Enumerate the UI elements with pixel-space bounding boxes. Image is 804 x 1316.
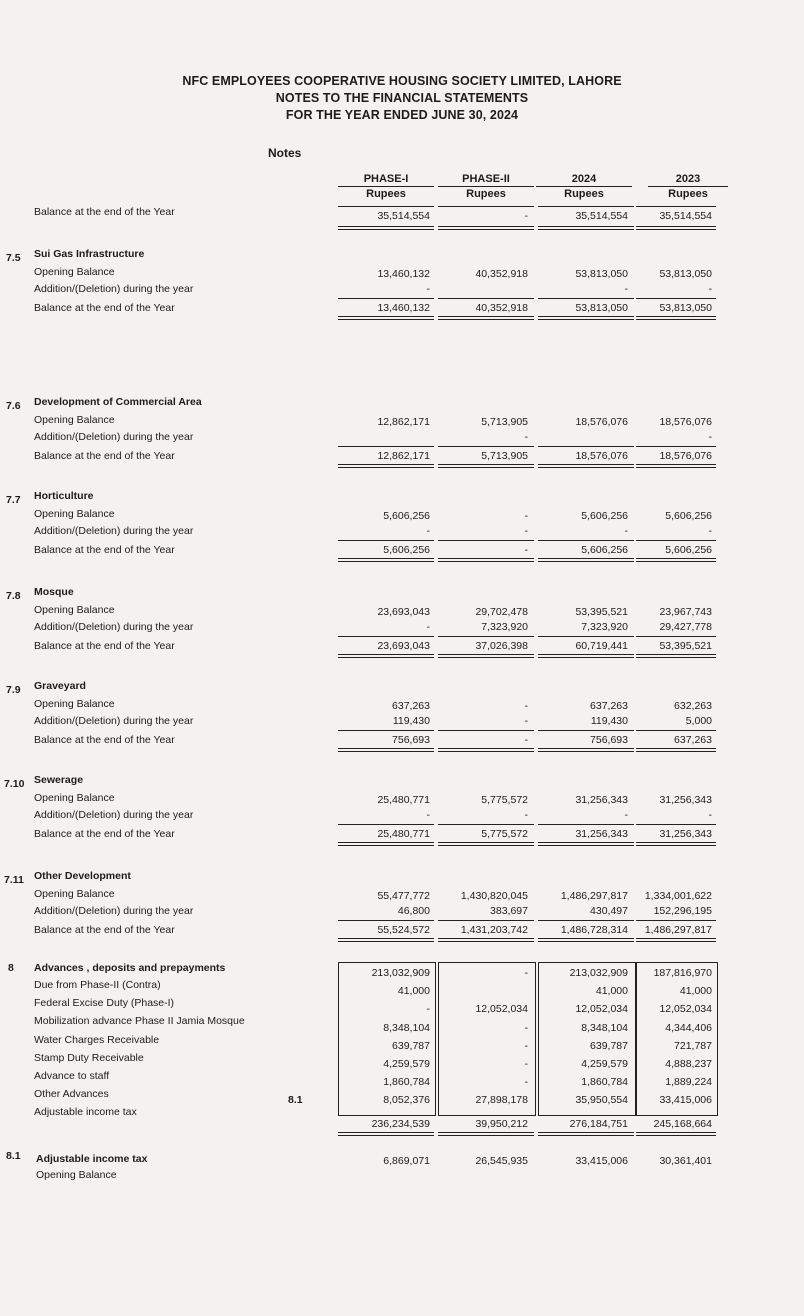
column-unit: Rupees: [668, 188, 708, 200]
double-rule: [438, 748, 534, 752]
row-value: 632,263: [674, 700, 712, 712]
row-label: Balance at the end of the Year: [34, 302, 175, 314]
column-header-1: [338, 172, 434, 201]
row-value: -: [524, 1076, 528, 1089]
total-value: 245,168,664: [653, 1118, 712, 1130]
note-reference: 8.1: [288, 1094, 303, 1107]
single-rule: [438, 206, 534, 207]
row-value: -: [708, 283, 712, 295]
column-header-2: [438, 172, 534, 201]
row-value: 41,000: [397, 985, 430, 998]
row-value: 1,334,001,622: [644, 890, 712, 902]
single-rule: [538, 824, 634, 825]
single-rule: [438, 446, 534, 447]
row-value: 1,486,297,817: [560, 890, 628, 902]
row-value: 12,862,171: [377, 450, 430, 462]
double-rule: [438, 1132, 534, 1136]
row-value: 152,296,195: [653, 905, 712, 917]
single-rule: [636, 298, 716, 299]
single-rule: [538, 730, 634, 731]
row-value: 8,052,376: [383, 1094, 430, 1107]
single-rule: [636, 730, 716, 731]
row-label: Opening Balance: [34, 888, 115, 900]
row-value: 31,256,343: [575, 794, 628, 806]
row-value: 31,256,343: [659, 794, 712, 806]
row-label: Balance at the end of the Year: [34, 640, 175, 652]
period-heading: FOR THE YEAR ENDED JUNE 30, 2024: [285, 108, 519, 122]
double-rule: [636, 316, 716, 320]
row-value: -: [708, 525, 712, 537]
double-rule: [438, 464, 534, 468]
section-number: 7.9: [6, 684, 21, 696]
row-value: 13,460,132: [377, 302, 430, 314]
double-rule: [338, 748, 434, 752]
row-value: -: [524, 544, 528, 556]
row-value: -: [524, 1021, 528, 1034]
row-value: 53,395,521: [659, 640, 712, 652]
row-value: 637,263: [392, 700, 430, 712]
column-unit: Rupees: [366, 188, 406, 200]
row-value: 5,775,572: [481, 828, 528, 840]
double-rule: [338, 654, 434, 658]
double-rule: [338, 226, 434, 230]
single-rule: [538, 920, 634, 921]
double-rule: [538, 226, 634, 230]
single-rule: [538, 206, 634, 207]
row-value: 5,606,256: [665, 544, 712, 556]
double-rule: [338, 558, 434, 562]
row-value: -: [624, 809, 628, 821]
row-value: 53,813,050: [575, 268, 628, 280]
row-value: 213,032,909: [371, 967, 430, 979]
double-rule: [338, 464, 434, 468]
row-value: 23,693,043: [377, 606, 430, 618]
row-value: 639,787: [590, 1039, 628, 1052]
balance-value: 35,514,554: [659, 210, 712, 222]
section-number: 7.11: [4, 874, 24, 886]
column-header-4: [648, 172, 728, 201]
row-value: 119,430: [590, 715, 628, 727]
row-value: 60,719,441: [575, 640, 628, 652]
balance-value: 35,514,554: [575, 210, 628, 222]
single-rule: [636, 824, 716, 825]
section-title: Adjustable income tax: [36, 1153, 148, 1165]
section-title: Sewerage: [34, 774, 84, 786]
single-rule: [338, 206, 434, 207]
single-rule: [438, 730, 534, 731]
row-value: 40,352,918: [475, 302, 528, 314]
single-rule: [438, 636, 534, 637]
row-value: -: [426, 809, 430, 821]
row-label: Addition/(Deletion) during the year: [34, 431, 194, 443]
row-value: 187,816,970: [653, 967, 712, 979]
row-value: 55,524,572: [377, 924, 430, 936]
row-value: 23,693,043: [377, 640, 430, 652]
row-label: Balance at the end of the Year: [34, 206, 175, 218]
row-value: 213,032,909: [569, 967, 628, 979]
section-number: 7.7: [6, 494, 21, 506]
notes-column-label: Notes: [268, 146, 302, 160]
row-value: 12,862,171: [377, 416, 430, 428]
row-value: 18,576,076: [575, 450, 628, 462]
single-rule: [338, 920, 434, 921]
section-number: 7.8: [6, 590, 21, 602]
row-value: -: [524, 715, 528, 727]
row-value: 29,427,778: [659, 621, 712, 633]
column-header-3: [536, 172, 632, 201]
row-value: 637,263: [674, 734, 712, 746]
double-rule: [338, 1132, 434, 1136]
single-rule: [338, 540, 434, 541]
section-title: Other Development: [34, 870, 131, 882]
row-value: 5,713,905: [481, 416, 528, 428]
section-title: Horticulture: [34, 490, 94, 502]
row-label: Advance to staff: [34, 1070, 110, 1082]
double-rule: [438, 842, 534, 846]
row-label: Stamp Duty Receivable: [34, 1051, 144, 1064]
balance-value: 35,514,554: [377, 210, 430, 222]
society-name-heading: NFC EMPLOYEES COOPERATIVE HOUSING SOCIETY LIMITED, LAHORE: [182, 74, 622, 88]
row-value: 33,415,006: [575, 1155, 628, 1167]
double-rule: [636, 1132, 716, 1136]
row-label: Balance at the end of the Year: [34, 828, 175, 840]
single-rule: [538, 636, 634, 637]
row-value: 4,259,579: [383, 1058, 430, 1070]
row-value: -: [624, 283, 628, 295]
double-rule: [338, 842, 434, 846]
row-value: 8,348,104: [383, 1021, 430, 1034]
row-value: 383,697: [490, 905, 528, 917]
double-rule: [338, 316, 434, 320]
row-value: 23,967,743: [659, 606, 712, 618]
section-number: 7.5: [6, 252, 21, 264]
row-value: 26,545,935: [475, 1155, 528, 1167]
row-value: 5,775,572: [481, 794, 528, 806]
section-number: 7.10: [4, 778, 25, 790]
row-value: 53,813,050: [575, 302, 628, 314]
row-value: 41,000: [595, 985, 628, 998]
row-value: 1,430,820,045: [460, 890, 528, 902]
row-value: 1,889,224: [665, 1076, 712, 1089]
row-value: -: [524, 1039, 528, 1052]
row-label: Opening Balance: [34, 414, 115, 426]
row-value: 5,713,905: [481, 450, 528, 462]
row-value: 4,259,579: [581, 1058, 628, 1070]
row-value: 756,693: [590, 734, 628, 746]
single-rule: [338, 730, 434, 731]
row-value: 18,576,076: [659, 416, 712, 428]
row-value: 8,348,104: [581, 1021, 628, 1034]
double-rule: [438, 226, 534, 230]
row-value: -: [524, 809, 528, 821]
double-rule: [636, 226, 716, 230]
row-value: 29,702,478: [475, 606, 528, 618]
double-rule: [438, 558, 534, 562]
row-value: 5,000: [685, 715, 712, 727]
double-rule: [538, 316, 634, 320]
double-rule: [538, 842, 634, 846]
double-rule: [438, 654, 534, 658]
double-rule: [338, 938, 434, 942]
section-title: Sui Gas Infrastructure: [34, 248, 145, 260]
row-value: 5,606,256: [581, 544, 628, 556]
double-rule: [636, 464, 716, 468]
single-rule: [338, 824, 434, 825]
row-value: 7,323,920: [481, 621, 528, 633]
row-label: Opening Balance: [34, 792, 115, 804]
row-label: Federal Excise Duty (Phase-I): [34, 997, 175, 1010]
row-value: -: [524, 431, 528, 443]
single-rule: [538, 298, 634, 299]
row-value: 30,361,401: [659, 1155, 712, 1167]
row-value: 35,950,554: [575, 1094, 628, 1107]
row-label: Balance at the end of the Year: [34, 450, 175, 462]
single-rule: [338, 446, 434, 447]
row-value: -: [708, 809, 712, 821]
row-value: -: [524, 525, 528, 537]
single-rule: [538, 446, 634, 447]
row-value: -: [524, 510, 528, 522]
row-label: Opening Balance: [34, 604, 115, 616]
row-value: 1,860,784: [383, 1076, 430, 1089]
total-value: 276,184,751: [569, 1118, 628, 1130]
row-value: 721,787: [674, 1039, 712, 1052]
row-value: 18,576,076: [659, 450, 712, 462]
section-title: Mosque: [34, 586, 74, 598]
row-value: 55,477,772: [377, 890, 430, 902]
row-label: Opening Balance: [34, 698, 115, 710]
total-value: 236,234,539: [371, 1118, 430, 1130]
single-rule: [636, 636, 716, 637]
row-label: Addition/(Deletion) during the year: [34, 809, 194, 821]
section-number: 8.1: [6, 1150, 21, 1162]
row-label: Balance at the end of the Year: [34, 924, 175, 936]
row-value: 12,052,034: [659, 1003, 712, 1016]
row-value: 27,898,178: [475, 1094, 528, 1107]
row-value: 5,606,256: [581, 510, 628, 522]
row-value: 31,256,343: [575, 828, 628, 840]
row-value: 119,430: [392, 715, 430, 727]
row-label: Opening Balance: [34, 508, 115, 520]
row-label: Water Charges Receivable: [34, 1033, 160, 1046]
row-value: -: [524, 1058, 528, 1070]
row-value: 4,888,237: [665, 1058, 712, 1070]
single-rule: [636, 920, 716, 921]
single-rule: [636, 446, 716, 447]
single-rule: [438, 920, 534, 921]
single-rule: [338, 636, 434, 637]
row-label: Balance at the end of the Year: [34, 544, 175, 556]
row-value: 40,352,918: [475, 268, 528, 280]
row-value: 7,323,920: [581, 621, 628, 633]
section-title: Development of Commercial Area: [34, 396, 202, 408]
row-value: -: [524, 700, 528, 712]
row-value: 4,344,406: [665, 1021, 712, 1034]
row-value: 637,263: [590, 700, 628, 712]
section-number: 8: [8, 962, 14, 974]
double-rule: [636, 842, 716, 846]
double-rule: [538, 938, 634, 942]
row-value: 53,813,050: [659, 302, 712, 314]
column-unit: Rupees: [466, 188, 506, 200]
section-title: Advances , deposits and prepayments: [34, 962, 226, 974]
row-value: -: [426, 1003, 430, 1016]
column-title: 2024: [536, 172, 632, 187]
row-value: 31,256,343: [659, 828, 712, 840]
row-label: Opening Balance: [34, 266, 115, 278]
row-value: 12,052,034: [475, 1003, 528, 1016]
double-rule: [438, 316, 534, 320]
balance-value: -: [524, 210, 528, 222]
section-title: Graveyard: [34, 680, 86, 692]
double-rule: [438, 938, 534, 942]
row-value: 53,395,521: [575, 606, 628, 618]
row-value: 46,800: [397, 905, 430, 917]
row-label: Addition/(Deletion) during the year: [34, 283, 194, 295]
row-value: -: [524, 967, 528, 979]
row-value: 37,026,398: [475, 640, 528, 652]
double-rule: [636, 748, 716, 752]
row-value: 33,415,006: [659, 1094, 712, 1107]
row-label: Adjustable income tax: [34, 1106, 137, 1119]
row-value: -: [624, 525, 628, 537]
row-value: 25,480,771: [377, 794, 430, 806]
row-value: 5,606,256: [665, 510, 712, 522]
row-label: Addition/(Deletion) during the year: [34, 525, 194, 537]
row-value: 639,787: [392, 1039, 430, 1052]
row-value: 5,606,256: [383, 510, 430, 522]
row-value: -: [708, 431, 712, 443]
double-rule: [636, 654, 716, 658]
column-title: PHASE-I: [338, 172, 434, 187]
double-rule: [636, 938, 716, 942]
section-number: 7.6: [6, 400, 21, 412]
row-value: -: [426, 621, 430, 633]
row-label: Addition/(Deletion) during the year: [34, 905, 194, 917]
row-value: 13,460,132: [377, 268, 430, 280]
row-label: Due from Phase-II (Contra): [34, 979, 161, 991]
total-value: 39,950,212: [475, 1118, 528, 1130]
row-label: Opening Balance: [36, 1169, 117, 1181]
row-label: Other Advances: [34, 1088, 109, 1101]
double-rule: [538, 464, 634, 468]
row-value: -: [524, 734, 528, 746]
single-rule: [538, 540, 634, 541]
double-rule: [538, 1132, 634, 1136]
column-title: PHASE-II: [438, 172, 534, 187]
row-value: 1,486,728,314: [560, 924, 628, 936]
double-rule: [538, 654, 634, 658]
double-rule: [538, 748, 634, 752]
single-rule: [438, 298, 534, 299]
row-label: Mobilization advance Phase II Jamia Mosque: [34, 1015, 245, 1028]
row-value: 25,480,771: [377, 828, 430, 840]
double-rule: [538, 558, 634, 562]
row-label: Balance at the end of the Year: [34, 734, 175, 746]
row-value: -: [426, 283, 430, 295]
row-value: 6,869,071: [383, 1155, 430, 1167]
row-value: 53,813,050: [659, 268, 712, 280]
row-value: 1,431,203,742: [460, 924, 528, 936]
single-rule: [438, 824, 534, 825]
single-rule: [636, 206, 716, 207]
row-value: 41,000: [679, 985, 712, 998]
row-value: 5,606,256: [383, 544, 430, 556]
single-rule: [338, 298, 434, 299]
column-title: 2023: [648, 172, 728, 187]
single-rule: [636, 540, 716, 541]
row-value: 756,693: [392, 734, 430, 746]
column-unit: Rupees: [564, 188, 604, 200]
row-value: 430,497: [590, 905, 628, 917]
row-value: -: [426, 525, 430, 537]
row-value: 12,052,034: [575, 1003, 628, 1016]
row-label: Addition/(Deletion) during the year: [34, 621, 194, 633]
single-rule: [438, 540, 534, 541]
double-rule: [636, 558, 716, 562]
row-value: 1,486,297,817: [644, 924, 712, 936]
notes-heading: NOTES TO THE FINANCIAL STATEMENTS: [275, 91, 529, 105]
row-value: 1,860,784: [581, 1076, 628, 1089]
row-label: Addition/(Deletion) during the year: [34, 715, 194, 727]
row-value: 18,576,076: [575, 416, 628, 428]
